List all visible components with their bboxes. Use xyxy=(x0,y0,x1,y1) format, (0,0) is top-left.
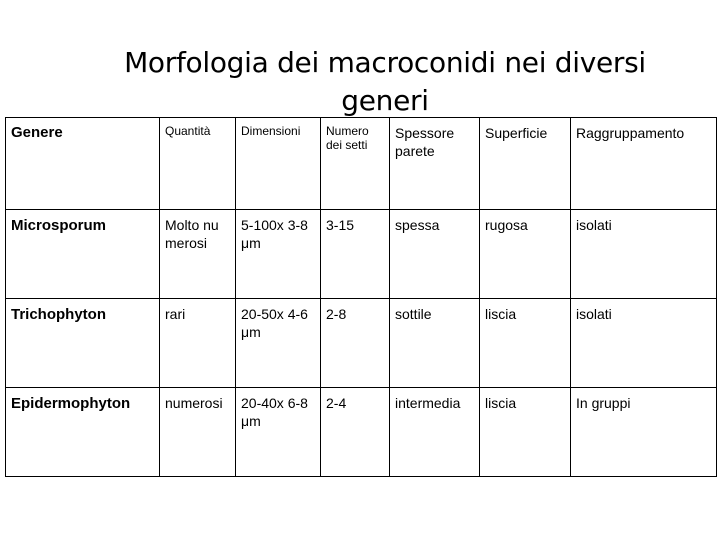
header-quantita: Quantità xyxy=(160,118,236,210)
table-row xyxy=(6,299,717,388)
header-numero-setti: Numero dei setti xyxy=(321,118,390,210)
grouping-cell: In gruppi xyxy=(571,388,717,477)
dimensions-cell: 20-40x 6-8μm xyxy=(236,388,321,477)
surface-cell: rugosa xyxy=(480,210,571,299)
grouping-cell: isolati xyxy=(571,299,717,388)
table-row xyxy=(6,210,717,299)
genus-cell: Trichophyton xyxy=(6,299,160,388)
table-header-row xyxy=(6,118,717,210)
septa-cell: 3-15 xyxy=(321,210,390,299)
grouping-cell: isolati xyxy=(571,210,717,299)
quantity-cell: rari xyxy=(160,299,236,388)
header-dimensioni: Dimensioni xyxy=(236,118,321,210)
slide-title: Morfologia dei macroconidi nei diversi generi xyxy=(124,46,646,117)
wall-thickness-cell: sottile xyxy=(390,299,480,388)
header-genere: Genere xyxy=(6,118,160,210)
header-superficie: Superficie xyxy=(480,118,571,210)
table-row xyxy=(6,388,717,477)
morphology-table xyxy=(5,117,717,477)
surface-cell: liscia xyxy=(480,299,571,388)
header-spessore-parete: Spessore parete xyxy=(390,118,480,210)
septa-cell: 2-8 xyxy=(321,299,390,388)
genus-cell: Epidermophyton xyxy=(6,388,160,477)
header-raggruppamento: Raggruppamento xyxy=(571,118,717,210)
wall-thickness-cell: intermedia xyxy=(390,388,480,477)
genus-cell: Microsporum xyxy=(6,210,160,299)
wall-thickness-cell: spessa xyxy=(390,210,480,299)
dimensions-cell: 5-100x 3-8μm xyxy=(236,210,321,299)
quantity-cell: Molto numerosi xyxy=(160,210,236,299)
septa-cell: 2-4 xyxy=(321,388,390,477)
dimensions-cell: 20-50x 4-6μm xyxy=(236,299,321,388)
quantity-cell: numerosi xyxy=(160,388,236,477)
surface-cell: liscia xyxy=(480,388,571,477)
